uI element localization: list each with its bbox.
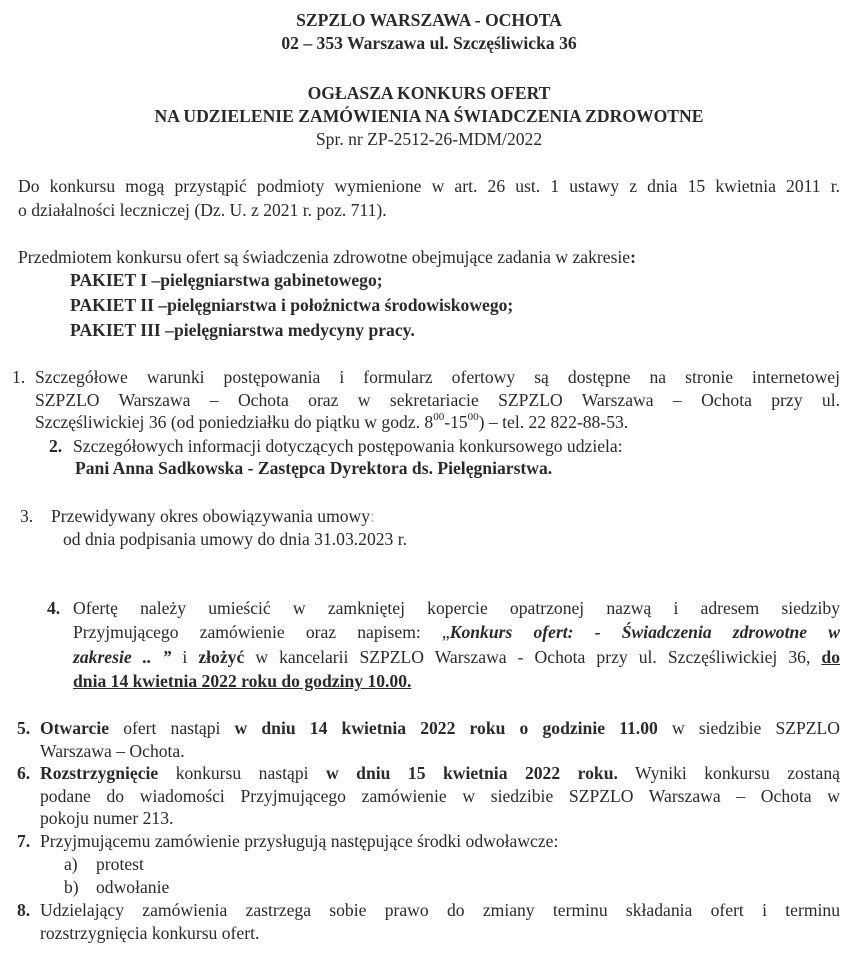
item-3-number: 3. — [20, 506, 34, 526]
item-4-line1: Ofertę należy umieścić w zamkniętej kopercie opatrzonej nazwą i adresem siedziby — [73, 598, 840, 618]
notice-title-line1: OGŁASZA KONKURS OFERT — [307, 83, 551, 103]
item-4-number: 4. — [47, 598, 61, 618]
item-2-number: 2. — [49, 436, 63, 456]
reference-number: Spr. nr ZP-2512-26-MDM/2022 — [315, 129, 543, 149]
item-6-results-text: Wyniki konkursu zostaną — [617, 763, 840, 783]
item-4-label-text: Przyjmującego zamówienie oraz napisem: „ — [73, 622, 450, 642]
item-7-number: 7. — [17, 831, 31, 851]
item-4-submit-word: złożyć — [198, 647, 245, 667]
notice-title-line2: NA UDZIELENIE ZAMÓWIENIA NA ŚWIADCZENIA ZDROWOTNE — [154, 106, 704, 126]
item-8-number: 8. — [17, 900, 31, 920]
subject-lead — [18, 247, 636, 268]
item-6-text: konkursu nastąpi — [158, 763, 326, 783]
org-name: SZPZLO WARSZAWA - OCHOTA — [296, 10, 562, 30]
item-8-line1: Udzielający zamówienia zastrzega sobie prawo do zmiany terminu składania ofert i terminu — [40, 900, 840, 920]
item-6-line2: podane do wiadomości Przyjmującego zamówienie w siedzibie SZPZLO Warszawa – Ochota w — [40, 786, 840, 806]
item-1-line1: Szczegółowe warunki postępowania i formularz ofertowy są dostępne na stronie internetowej — [35, 367, 840, 387]
item-4-location: w kancelarii SZPZLO Warszawa - Ochota przy ul. Szczęśliwickiej 36, — [244, 647, 822, 667]
item-7-line1: Przyjmującemu zamówienie przysługują następujące środki odwoławcze: — [40, 831, 559, 851]
item-3-line1 — [51, 506, 375, 527]
item-7-sub-a-label: a) — [64, 854, 78, 874]
item-7-sub-b-label: b) — [64, 877, 79, 897]
item-2-contact-person: Pani Anna Sadkowska - Zastępca Dyrektora ds. Pielęgniarstwa. — [75, 458, 553, 478]
item-4-deadline: dnia 14 kwietnia 2022 roku do godziny 10.00. — [73, 671, 412, 691]
item-6-line3: pokoju numer 213. — [40, 808, 174, 828]
item-1-phone: ) – tel. 22 822-88-53. — [478, 412, 629, 432]
item-1-number: 1. — [12, 367, 26, 387]
item-6-number: 6. — [17, 763, 31, 783]
item-6-line1 — [40, 763, 840, 784]
item-1-hours-to-sup: 00 — [467, 411, 479, 424]
subject-lead-text: Przedmiotem konkursu ofert są świadczenia zdrowotne obejmujące zadania w zakresie — [18, 247, 631, 267]
item-6-resolution-word: Rozstrzygnięcie — [40, 763, 159, 783]
item-7-sub-b-text: odwołanie — [96, 877, 170, 897]
item-4-envelope-caption-end: zakresie .. ” — [73, 647, 172, 667]
item-5-number: 5. — [17, 718, 31, 738]
item-5-opening-word: Otwarcie — [40, 718, 110, 738]
intro-line2: o działalności leczniczej (Dz. U. z 2021 r. poz. 711). — [18, 200, 387, 220]
item-5-line2: Warszawa – Ochota. — [40, 741, 185, 761]
package-2: PAKIET II –pielęgniarstwa i położnictwa środowiskowego; — [70, 295, 514, 315]
item-1-hours-from-sup: 00 — [433, 411, 445, 424]
intro-line1: Do konkursu mogą przystąpić podmioty wymienione w art. 26 ust. 1 ustawy z dnia 15 kwietnia 2011 r. — [18, 176, 840, 196]
item-4-envelope-caption: Konkurs ofert: - Świadczenia zdrowotne w — [449, 622, 840, 642]
item-4-connector: i — [171, 647, 199, 667]
item-6-resolution-date: w dniu 15 kwietnia 2022 roku. — [325, 763, 618, 783]
subject-lead-colon: : — [630, 247, 636, 267]
item-1-hours-to: -15 — [444, 412, 468, 432]
item-4-line3 — [73, 647, 840, 668]
org-address: 02 – 353 Warszawa ul. Szczęśliwicka 36 — [281, 33, 577, 53]
item-5-line1 — [40, 718, 840, 739]
item-8-line2: rozstrzygnięcia konkursu ofert. — [40, 923, 260, 943]
item-7-sub-a-text: protest — [96, 854, 144, 874]
item-5-opening-date: w dniu 14 kwietnia 2022 roku o godzinie 11.00 — [234, 718, 658, 738]
package-1: PAKIET I –pielęgniarstwa gabinetowego; — [70, 270, 383, 290]
item-2-line1: Szczegółowych informacji dotyczących postępowania konkursowego udziela: — [73, 436, 623, 456]
item-5-location: w siedzibie SZPZLO — [657, 718, 841, 738]
package-3: PAKIET III –pielęgniarstwa medycyny pracy. — [70, 320, 415, 340]
item-1-hours-text: Szczęśliwickiej 36 (od poniedziałku do piątku w godz. 8 — [35, 412, 434, 432]
item-1-line2: SZPZLO Warszawa – Ochota oraz w sekretariacie SZPZLO Warszawa – Ochota przy ul. — [35, 390, 840, 410]
item-1-line3 — [35, 412, 628, 433]
item-5-text: ofert nastąpi — [109, 718, 235, 738]
item-3-period: od dnia podpisania umowy do dnia 31.03.2023 r. — [63, 529, 408, 549]
item-3-colon: : — [370, 506, 375, 526]
item-3-text: Przewidywany okres obowiązywania umowy — [51, 506, 371, 526]
item-4-deadline-start: do — [821, 647, 840, 667]
item-4-line2 — [73, 622, 840, 643]
